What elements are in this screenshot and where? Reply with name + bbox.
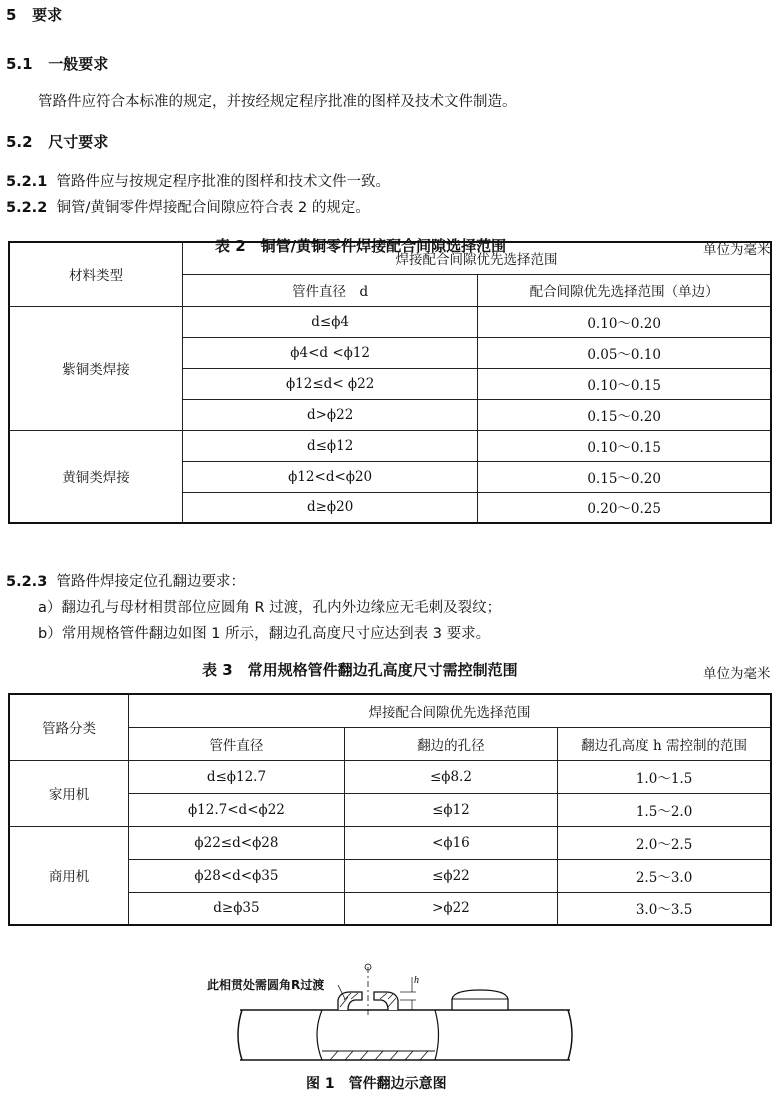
table3-header-hole: 翻边的孔径 [344,727,557,760]
table3-cell: 1.5～2.0 [558,793,771,826]
table3-cell: ϕ22≤d<ϕ28 [129,826,345,859]
table2-caption: 表 2 铜管/黄铜零件焊接配合间隙选择范围 [215,237,507,255]
table2-cell: d≤ϕ12 [182,430,477,461]
table2-cell: 0.20～0.25 [478,492,771,523]
table3 [8,693,772,926]
table3-unit: 单位为毫米 [703,666,771,682]
table3-category-cell: 家用机 [9,760,129,826]
table3-category-cell: 商用机 [9,826,129,925]
inner-pipe-left [317,1010,322,1060]
table3-cell: 2.5～3.0 [558,859,771,892]
table2-cell: 0.10～0.20 [478,306,771,337]
table3-header-diameter: 管件直径 [129,727,345,760]
section-5-1-heading: 5.1 一般要求 [6,55,109,73]
section-5-heading: 5 要求 [6,6,63,24]
flange-left-wall [338,992,362,1010]
section-5-2-3: 5.2.3 管路件焊接定位孔翻边要求： [6,574,246,590]
inner-pipe-right [435,1010,439,1060]
pipe-flanging-diagram [230,955,590,1065]
table3-cell: 1.0～1.5 [558,760,771,793]
table2-cell: d≤ϕ4 [182,306,477,337]
table3-cell: >ϕ22 [344,892,557,925]
table2-unit: 单位为毫米 [703,242,771,258]
table2-cell: ϕ12≤d< ϕ22 [182,368,477,399]
h-dim-label: h [414,975,419,986]
section-5-2-heading: 5.2 尺寸要求 [6,133,109,151]
table2-header-gap: 配合间隙优先选择范围（单边） [478,274,771,306]
table3-cell: ≤ϕ12 [344,793,557,826]
table2-cell: d≥ϕ20 [182,492,477,523]
table2-header-material: 材料类型 [9,242,182,306]
table3-cell: 3.0～3.5 [558,892,771,925]
pipe-right-break [568,1010,572,1060]
table2-material-cell: 紫铜类焊接 [9,306,182,430]
section-5-2-2: 5.2.2 铜管/黄铜零件焊接配合间隙应符合表 2 的规定。 [6,200,370,216]
table3-cell: <ϕ16 [344,826,557,859]
table3-group-header: 焊接配合间隙优先选择范围 [129,694,771,727]
table2-cell: d>ϕ22 [182,399,477,430]
table3-caption: 表 3 常用规格管件翻边孔高度尺寸需控制范围 [202,661,518,679]
table2-cell: ϕ12<d<ϕ20 [182,461,477,492]
table2-cell: 0.10～0.15 [478,368,771,399]
table2-cell: ϕ4<d <ϕ12 [182,337,477,368]
table3-cell: ϕ12.7<d<ϕ22 [129,793,345,826]
section-5-1-text: 管路件应符合本标准的规定，并按经规定程序批准的图样及技术文件制造。 [38,94,517,110]
pipe-left-break [238,1010,242,1060]
table2-cell: 0.15～0.20 [478,399,771,430]
table2-group-header: 焊接配合间隙优先选择范围 [182,242,771,274]
table3-cell: 2.0～2.5 [558,826,771,859]
table2-cell: 0.05～0.10 [478,337,771,368]
table2-header-diameter: 管件直径 d [182,274,477,306]
table3-cell: ≤ϕ8.2 [344,760,557,793]
figure1-label: 此相贯处需圆角R过渡 [207,978,325,992]
section-5-2-1: 5.2.1 管路件应与按规定程序批准的图样和技术文件一致。 [6,174,391,190]
table3-cell: ϕ28<d<ϕ35 [129,859,345,892]
table3-cell: d≤ϕ12.7 [129,760,345,793]
table2 [8,241,772,524]
table3-cell: ≤ϕ22 [344,859,557,892]
flange-right-wall [374,992,398,1010]
figure1-caption: 图 1 管件翻边示意图 [306,1076,447,1092]
table2-cell: 0.10～0.15 [478,430,771,461]
table3-header-category: 管路分类 [9,694,129,760]
flange-saddle [452,990,508,1010]
table2-material-cell: 黄铜类焊接 [9,430,182,523]
section-5-2-3-a: a）翻边孔与母材相贯部位应圆角 R 过渡，孔内外边缘应无毛刺及裂纹； [38,600,502,616]
table3-header-height: 翻边孔高度 h 需控制的范围 [558,727,771,760]
table2-cell: 0.15～0.20 [478,461,771,492]
inner-wall-hatching [330,1051,428,1060]
table3-cell: d≥ϕ35 [129,892,345,925]
section-5-2-3-b: b）常用规格管件翻边如图 1 所示，翻边孔高度尺寸应达到表 3 要求。 [38,626,491,642]
